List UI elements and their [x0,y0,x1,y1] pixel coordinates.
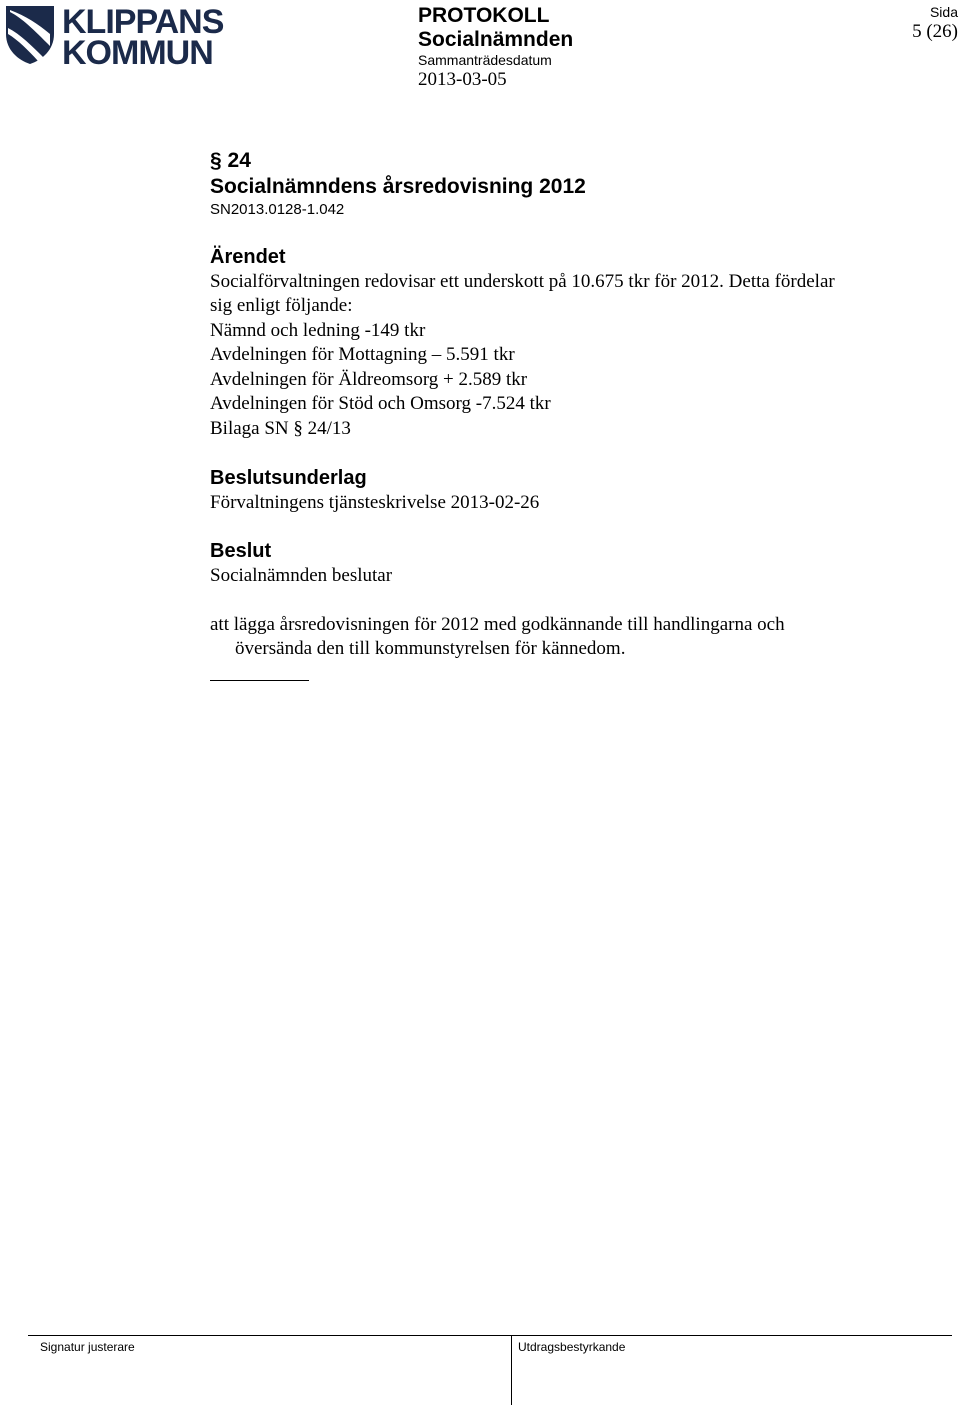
beslut-intro: Socialnämnden beslutar [210,565,393,586]
shield-logo-icon [4,4,56,66]
logo-text-line2: KOMMUN [62,34,213,72]
document-type: PROTOKOLL [418,4,550,27]
section-number: § 24 [210,149,251,172]
arendet-line: sig enligt följande: [210,295,353,316]
decision-text-line1: att lägga årsredovisningen för 2012 med godkännande till handlingarna och [210,614,785,635]
page-label: Sida [929,4,958,20]
meeting-date-label: Sammanträdesdatum [418,52,552,68]
arendet-line: Nämnd och ledning -149 tkr [210,320,426,341]
case-reference: SN2013.0128-1.042 [210,201,345,218]
committee-name: Socialnämnden [418,28,574,51]
beslut-heading: Beslut [210,540,272,562]
logo-text-line1: KLIPPANS [62,3,224,41]
signature-label: Signatur justerare [40,1340,135,1354]
end-rule [210,680,309,681]
arendet-line: Avdelningen för Äldreomsorg + 2.589 tkr [210,369,528,390]
footer-divider [28,1335,952,1336]
section-title: Socialnämndens årsredovisning 2012 [210,175,586,198]
footer-column-divider [511,1335,512,1405]
arendet-heading: Ärendet [210,246,286,268]
beslutsunderlag-text: Förvaltningens tjänsteskrivelse 2013-02-26 [210,492,540,513]
decision-text-line2: översända den till kommunstyrelsen för kännedom. [235,638,626,659]
beslutsunderlag-heading: Beslutsunderlag [210,467,367,489]
municipality-logo [4,3,224,72]
attachment-reference: Bilaga SN § 24/13 [210,418,351,439]
certification-label: Utdragsbestyrkande [518,1340,626,1354]
meeting-date: 2013-03-05 [418,69,507,90]
page-number: 5 (26) [912,21,958,42]
arendet-line: Avdelningen för Mottagning – 5.591 tkr [210,344,515,365]
arendet-line: Socialförvaltningen redovisar ett underskott på 10.675 tkr för 2012. Detta fördelar [210,271,835,292]
arendet-line: Avdelningen för Stöd och Omsorg -7.524 tkr [210,393,551,414]
